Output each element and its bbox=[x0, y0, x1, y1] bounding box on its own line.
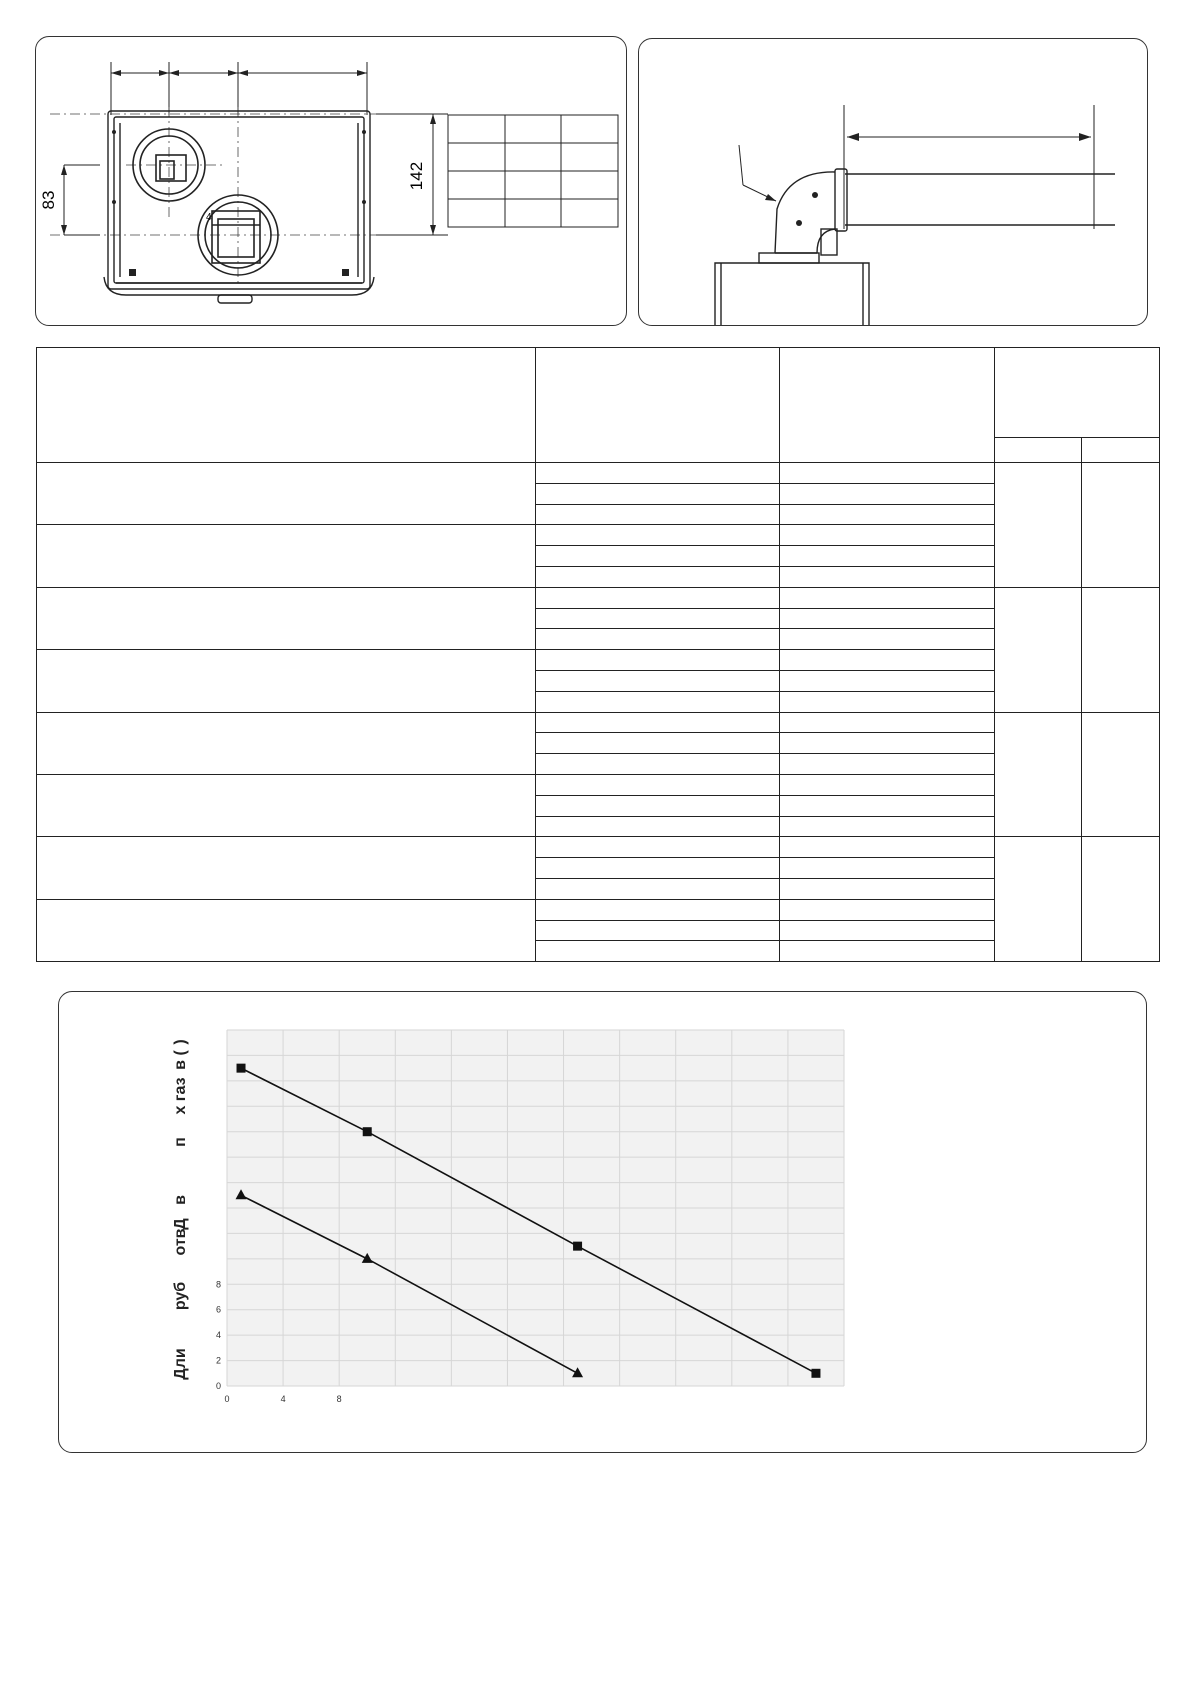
table-cell bbox=[780, 525, 995, 546]
dim-83-label: 83 bbox=[39, 190, 58, 210]
table-cell bbox=[780, 878, 995, 899]
header-cell-3 bbox=[780, 348, 995, 463]
table-cell bbox=[780, 587, 995, 608]
row-desc-3 bbox=[37, 587, 536, 649]
row-desc-5 bbox=[37, 712, 536, 774]
table-cell bbox=[780, 774, 995, 795]
group-cell-4a bbox=[995, 837, 1082, 962]
y-axis-label-fragment: в bbox=[172, 1195, 189, 1205]
x-tick-label: 4 bbox=[280, 1394, 286, 1404]
table-cell bbox=[536, 608, 780, 629]
table-cell bbox=[780, 504, 995, 525]
table-cell bbox=[536, 837, 780, 858]
table-cell bbox=[780, 483, 995, 504]
table-cell bbox=[780, 670, 995, 691]
table-cell bbox=[780, 463, 995, 484]
x-tick-label: 8 bbox=[336, 1394, 342, 1404]
table-cell bbox=[536, 816, 780, 837]
x-tick-label: 0 bbox=[224, 1394, 230, 1404]
table-cell bbox=[536, 920, 780, 941]
table-cell bbox=[780, 691, 995, 712]
table-cell bbox=[780, 941, 995, 962]
table-cell bbox=[536, 712, 780, 733]
y-axis-label-fragment: отв bbox=[172, 1228, 189, 1256]
table-cell bbox=[780, 712, 995, 733]
series-1-point bbox=[363, 1127, 372, 1136]
header-subcell-1 bbox=[995, 438, 1082, 463]
table-cell bbox=[536, 754, 780, 775]
y-axis-label-fragment: х газ bbox=[172, 1077, 189, 1115]
y-tick-label: 6 bbox=[215, 1304, 221, 1315]
table-cell bbox=[536, 941, 780, 962]
row-desc-1 bbox=[37, 463, 536, 525]
dim-4-label: 4 bbox=[206, 212, 212, 223]
table-cell bbox=[536, 525, 780, 546]
table-cell bbox=[536, 504, 780, 525]
y-tick-label: 8 bbox=[215, 1279, 221, 1290]
group-cell-3a bbox=[995, 712, 1082, 837]
table-cell bbox=[536, 463, 780, 484]
group-cell-3b bbox=[1082, 712, 1160, 837]
table-cell bbox=[780, 816, 995, 837]
table-cell bbox=[780, 629, 995, 650]
table-cell bbox=[536, 650, 780, 671]
table-cell bbox=[780, 608, 995, 629]
table-cell bbox=[536, 899, 780, 920]
table-cell bbox=[780, 546, 995, 567]
y-tick-label: 4 bbox=[215, 1330, 221, 1341]
flue-elbow-drawing-panel bbox=[638, 38, 1148, 326]
table-cell bbox=[536, 878, 780, 899]
row-desc-2 bbox=[37, 525, 536, 587]
flue-elbow-drawing bbox=[639, 39, 1147, 325]
dimension-table bbox=[448, 115, 618, 227]
table-cell bbox=[780, 733, 995, 754]
row-desc-4 bbox=[37, 650, 536, 712]
y-axis-label-fragment: руб bbox=[172, 1281, 189, 1311]
group-cell-2a bbox=[995, 587, 1082, 712]
header-subcell-2 bbox=[1082, 438, 1160, 463]
table-cell bbox=[536, 629, 780, 650]
series-1-point bbox=[573, 1242, 582, 1251]
series-1-point bbox=[811, 1369, 820, 1378]
table-cell bbox=[536, 483, 780, 504]
group-cell-1b bbox=[1082, 463, 1160, 588]
row-desc-7 bbox=[37, 837, 536, 899]
table-cell bbox=[536, 670, 780, 691]
table-cell bbox=[536, 858, 780, 879]
table-cell bbox=[780, 754, 995, 775]
chart-panel bbox=[58, 991, 1147, 1453]
y-tick-label: 2 bbox=[215, 1355, 221, 1366]
header-cell-2 bbox=[536, 348, 780, 463]
table-cell bbox=[536, 691, 780, 712]
top-view-drawing-panel bbox=[35, 36, 627, 326]
y-axis-label-fragment: ) bbox=[172, 1039, 189, 1045]
table-cell bbox=[536, 774, 780, 795]
table-cell bbox=[536, 546, 780, 567]
table-cell bbox=[780, 837, 995, 858]
y-axis-label-fragment: в ( bbox=[172, 1050, 189, 1070]
table-cell bbox=[780, 858, 995, 879]
group-cell-2b bbox=[1082, 587, 1160, 712]
flue-spec-table bbox=[36, 347, 1160, 962]
y-tick-label: 0 bbox=[215, 1381, 221, 1391]
y-axis-label-fragment: Дли bbox=[172, 1348, 189, 1380]
y-axis-label-fragment: Д bbox=[172, 1218, 189, 1230]
table-cell bbox=[780, 566, 995, 587]
table-cell bbox=[536, 733, 780, 754]
series-1-point bbox=[237, 1064, 246, 1073]
header-cell-4 bbox=[995, 348, 1160, 438]
group-cell-4b bbox=[1082, 837, 1160, 962]
table-cell bbox=[536, 795, 780, 816]
y-axis-label-fragment: п bbox=[172, 1137, 189, 1147]
header-cell-1 bbox=[37, 348, 536, 463]
table-cell bbox=[536, 587, 780, 608]
table-cell bbox=[780, 650, 995, 671]
row-desc-8 bbox=[37, 899, 536, 961]
dim-142-label: 142 bbox=[407, 161, 426, 191]
table-cell bbox=[536, 566, 780, 587]
row-desc-6 bbox=[37, 774, 536, 836]
table-cell bbox=[780, 899, 995, 920]
table-cell bbox=[780, 795, 995, 816]
table-cell bbox=[780, 920, 995, 941]
flue-length-chart bbox=[59, 992, 1146, 1452]
group-cell-1a bbox=[995, 463, 1082, 588]
top-view-drawing bbox=[36, 37, 626, 325]
